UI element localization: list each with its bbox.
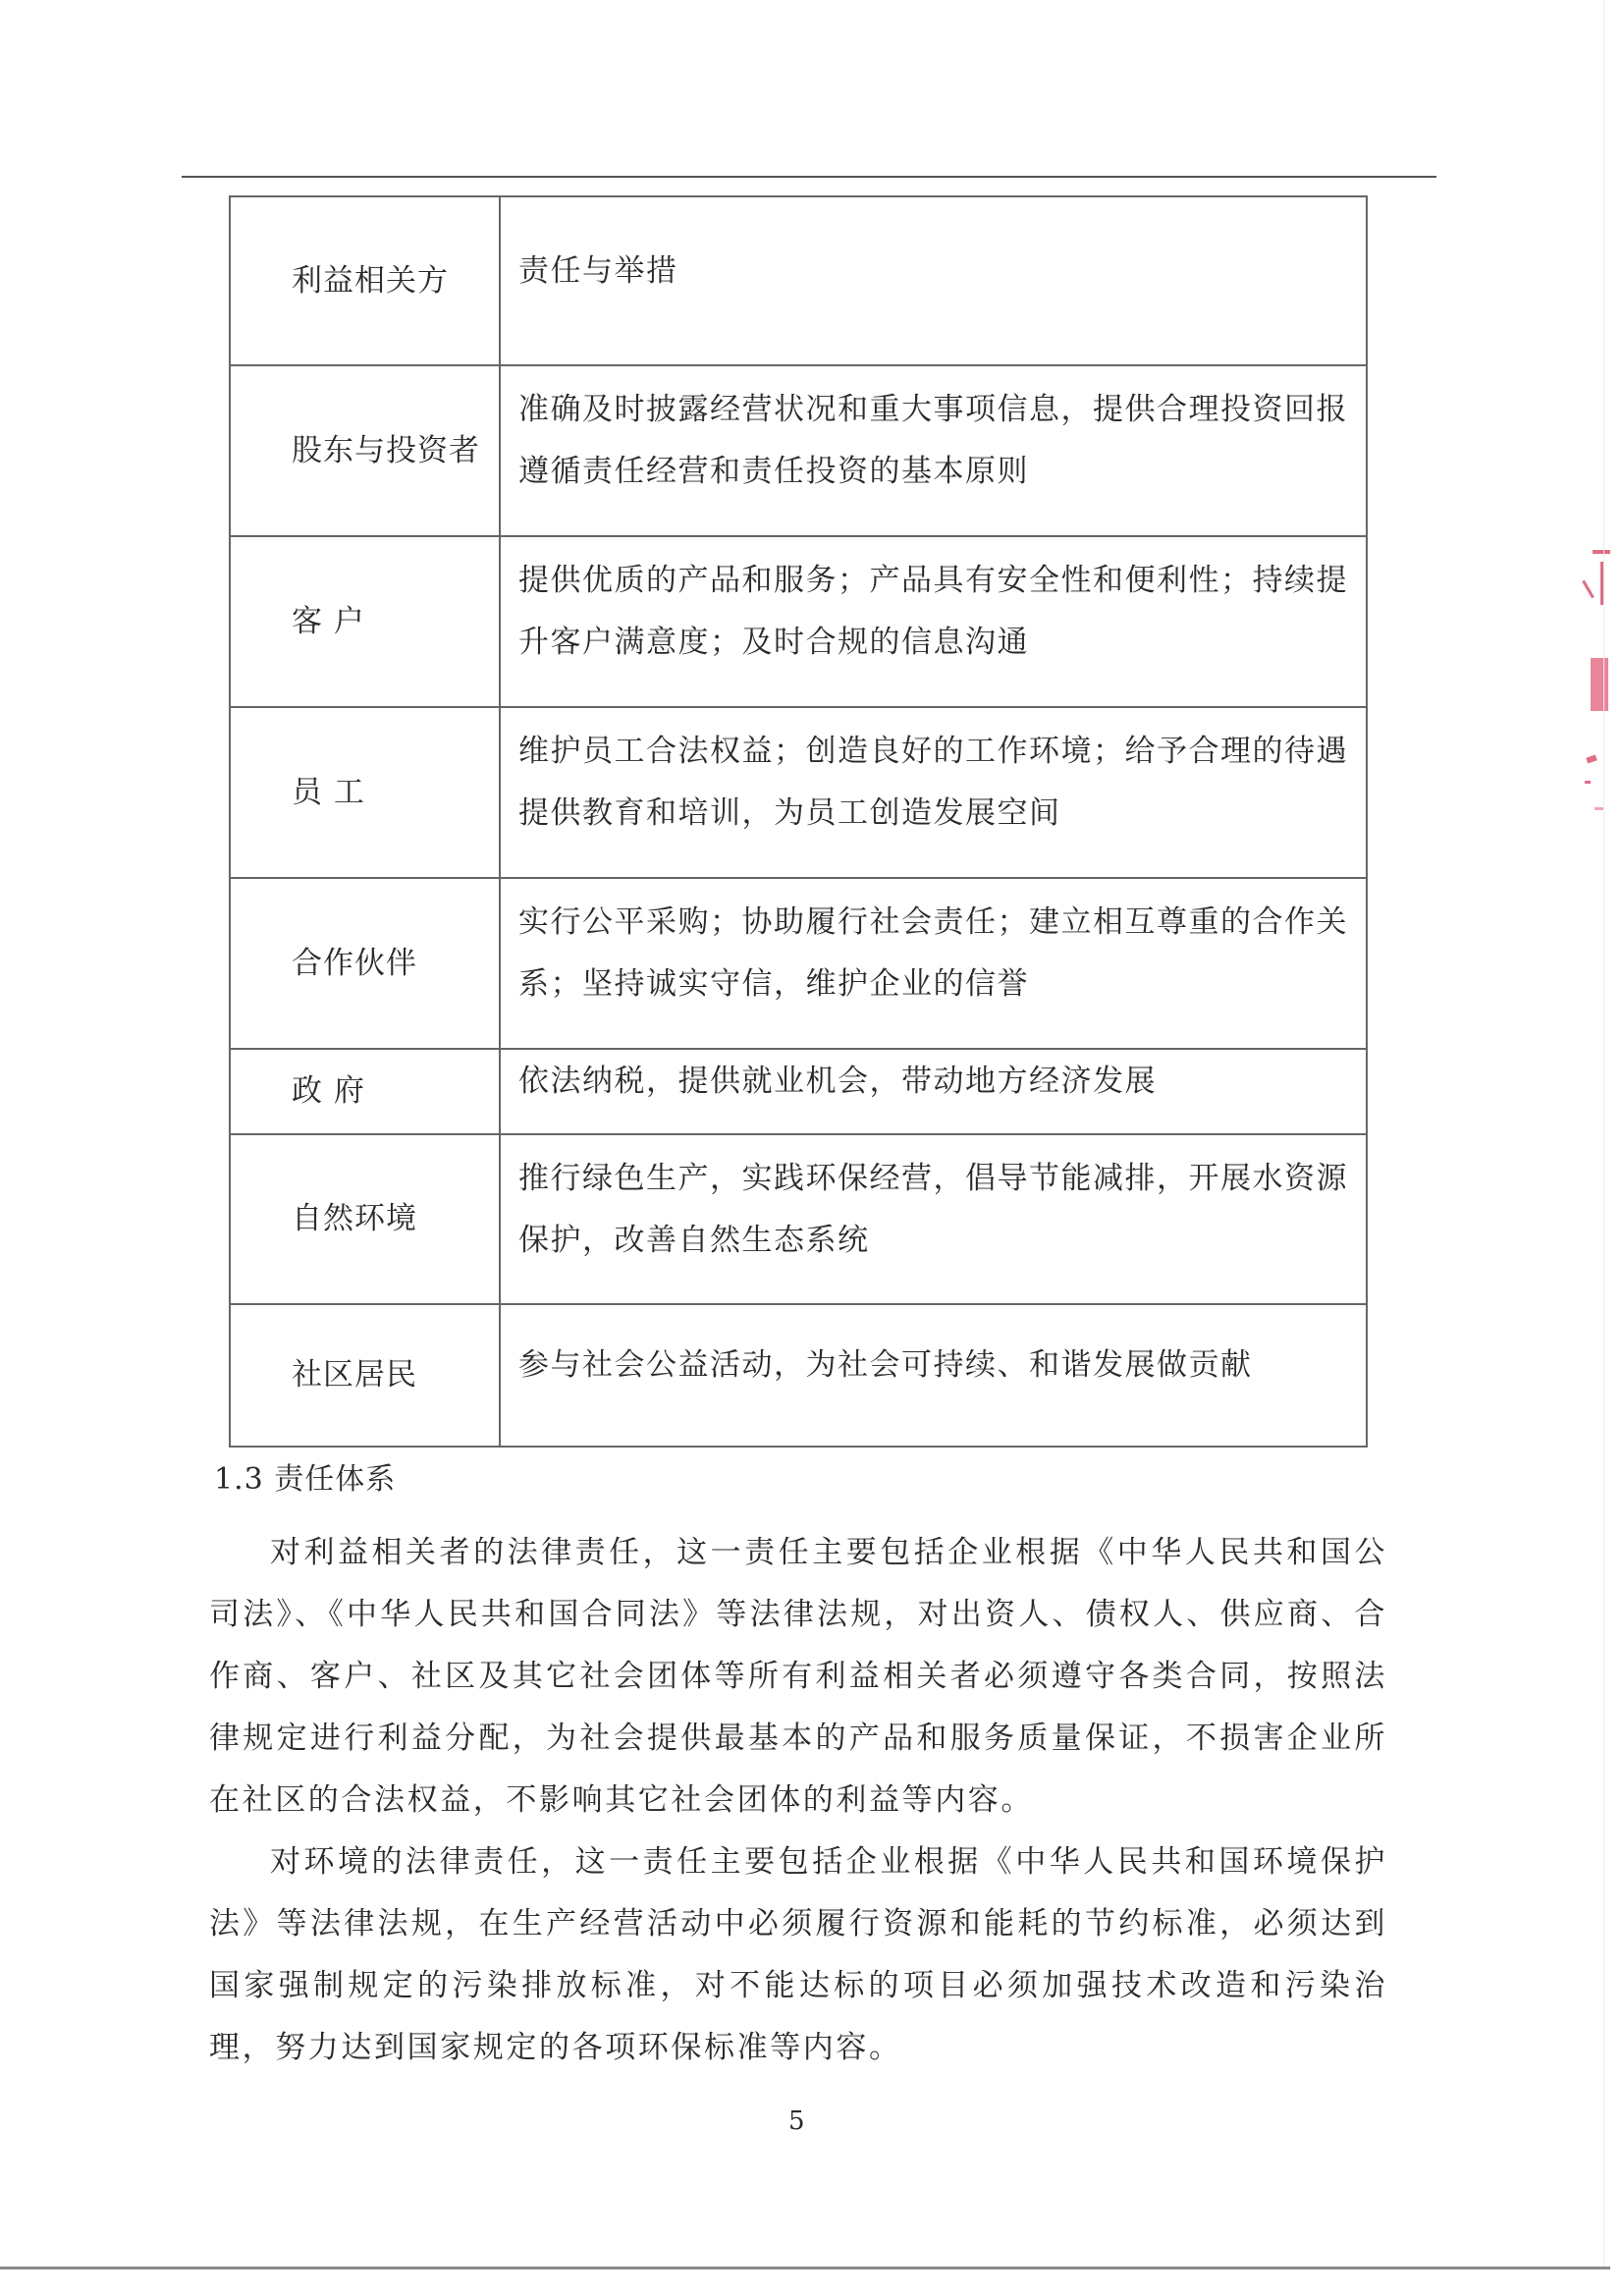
responsibility-text: 提供优质的产品和服务；产品具有安全性和便利性；持续提升客户满意度；及时合规的信息沟通	[518, 563, 1348, 660]
stakeholder-table	[229, 195, 1368, 1448]
seal-stamp-fragment	[1583, 550, 1612, 884]
header-responsibility	[500, 196, 1367, 365]
responsibility-cell	[500, 1134, 1367, 1304]
section-title: 1.3 责任体系	[214, 1462, 397, 1497]
responsibility-text: 准确及时披露经营状况和重大事项信息，提供合理投资回报遵循责任经营和责任投资的基本原则	[518, 392, 1348, 489]
responsibility-cell	[500, 1049, 1367, 1134]
party-cell: 客 户	[230, 536, 500, 707]
table-row	[230, 1049, 1367, 1134]
party-cell: 合作伙伴	[230, 878, 500, 1049]
paragraph-legal-stakeholders: 对利益相关者的法律责任，这一责任主要包括企业根据《中华人民共和国公司法》、《中华人民共和国合同法》等法律法规，对出资人、债权人、供应商、合作商、客户、社区及其它社会团体等所有利益相关者必须遵守各类合同，按照法律规定进行利益分配，为社会提供最基本的产品和服务质量保证，不损害企业所在社区的合法权益，不影响其它社会团体的利益等内容。	[209, 1535, 1387, 1818]
party-cell: 自然环境	[230, 1134, 500, 1304]
page-right-edge	[1603, 0, 1604, 2267]
header-party: 利益相关方	[230, 196, 500, 365]
paragraph-legal-environment: 对环境的法律责任，这一责任主要包括企业根据《中华人民共和国环境保护法》等法律法规，在生产经营活动中必须履行资源和能耗的节约标准，必须达到国家强制规定的污染排放标准，对不能达标的项目必须加强技术改造和污染治理，努力达到国家规定的各项环保标准等内容。	[209, 1844, 1387, 2065]
responsibility-cell	[500, 878, 1367, 1049]
responsibility-cell	[500, 536, 1367, 707]
page-number: 5	[788, 2106, 805, 2136]
responsibility-text: 参与社会公益活动，为社会可持续、和谐发展做贡献	[518, 1347, 1253, 1383]
table-row	[230, 365, 1367, 536]
party-cell: 员 工	[230, 707, 500, 878]
table-row	[230, 536, 1367, 707]
table-row	[230, 1134, 1367, 1304]
party-cell: 股东与投资者	[230, 365, 500, 536]
responsibility-cell	[500, 1304, 1367, 1447]
header-rule	[182, 176, 1436, 178]
table-header-row	[230, 196, 1367, 365]
responsibility-text: 实行公平采购；协助履行社会责任；建立相互尊重的合作关系；坚持诚实守信，维护企业的信誉	[518, 904, 1348, 1002]
page-bottom-edge	[0, 2267, 1610, 2269]
responsibility-text: 依法纳税，提供就业机会，带动地方经济发展	[518, 1064, 1157, 1099]
responsibility-text: 维护员工合法权益；创造良好的工作环境；给予合理的待遇提供教育和培训，为员工创造发展空间	[518, 734, 1348, 831]
responsibility-text: 推行绿色生产，实践环保经营，倡导节能减排，开展水资源保护，改善自然生态系统	[518, 1160, 1348, 1258]
table-row	[230, 878, 1367, 1049]
header-responsibility-text: 责任与举措	[518, 252, 678, 289]
party-cell: 社区居民	[230, 1304, 500, 1447]
table-row	[230, 707, 1367, 878]
responsibility-cell	[500, 707, 1367, 878]
responsibility-cell	[500, 365, 1367, 536]
table-row	[230, 1304, 1367, 1447]
party-cell: 政 府	[230, 1049, 500, 1134]
